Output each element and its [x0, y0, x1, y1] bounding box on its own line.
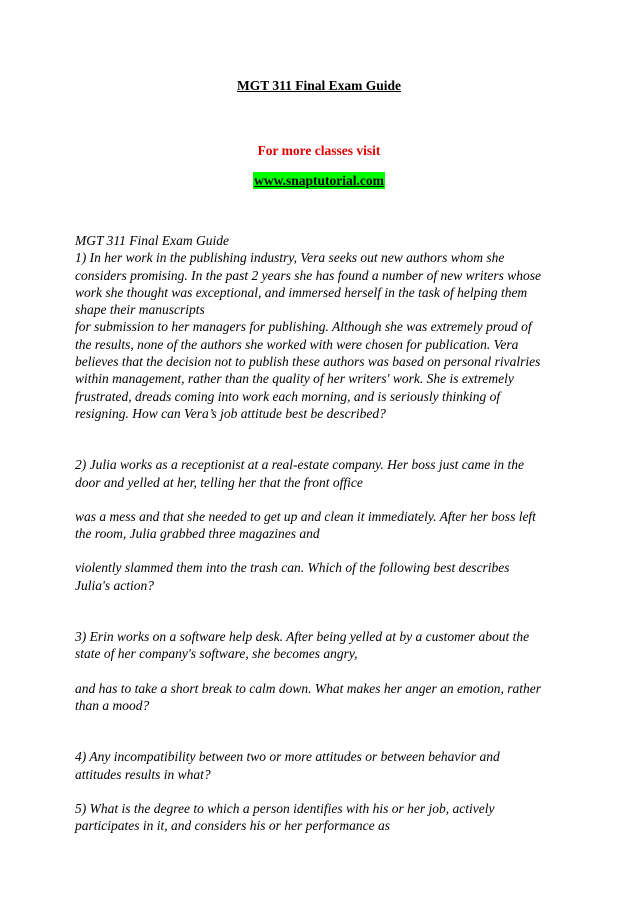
text-line: Julia's action? [75, 577, 155, 593]
spacer [75, 594, 565, 628]
spacer [75, 783, 565, 800]
document-title: MGT 311 Final Exam Guide [236, 78, 402, 93]
body-heading: MGT 311 Final Exam Guide [75, 233, 229, 248]
spacer [75, 422, 565, 456]
text-line: frustrated, dreads coming into work each morning, and is seriously thinking of [75, 388, 501, 404]
text-line: attitudes results in what? [75, 766, 211, 782]
promo-text: For more classes visit [257, 143, 381, 158]
text-line: 1) In her work in the publishing industry, Vera seeks out new authors whom she [75, 250, 505, 266]
question-5 [75, 800, 565, 835]
text-line: 2) Julia works as a receptionist at a real-estate company. Her boss just came in the [75, 457, 524, 473]
question-3 [75, 628, 565, 714]
text-line: work she thought was exceptional, and immersed herself in the task of helping them [75, 284, 528, 300]
spacer [75, 714, 565, 748]
question-4 [75, 748, 565, 783]
text-line: violently slammed them into the trash can. Which of the following best describes [75, 560, 510, 576]
text-line: for submission to her managers for publishing. Although she was extremely proud of [75, 319, 532, 335]
document-body [75, 232, 565, 834]
text-line: door and yelled at her, telling her that the front office [75, 474, 363, 490]
text-line: believes that the decision not to publish these authors was based on personal rivalries [75, 354, 541, 370]
question-2 [75, 456, 565, 594]
text-line: 3) Erin works on a software help desk. After being yelled at by a customer about the [75, 629, 530, 645]
spacer [75, 542, 565, 559]
text-line: and has to take a short break to calm down. What makes her anger an emotion, rather [75, 680, 541, 696]
text-line: the room, Julia grabbed three magazines and [75, 526, 320, 542]
text-line: 5) What is the degree to which a person identifies with his or her job, actively [75, 800, 495, 816]
text-line: within management, rather than the quality of her writers' work. She is extremely [75, 371, 514, 387]
spacer [75, 491, 565, 508]
text-line: shape their manuscripts [75, 302, 205, 318]
spacer [75, 663, 565, 680]
promo-link-container [0, 172, 638, 190]
question-1 [75, 249, 565, 422]
promo-link[interactable]: www.snaptutorial.com [254, 173, 384, 188]
text-line: considers promising. In the past 2 years she has found a number of new writers whose [75, 267, 541, 283]
text-line: resigning. How can Vera’s job attitude best be described? [75, 405, 386, 421]
text-line: participates in it, and considers his or her performance as [75, 818, 390, 834]
text-line: the results, none of the authors she worked with were chosen for publication. Vera [75, 336, 519, 352]
text-line: 4) Any incompatibility between two or more attitudes or between behavior and [75, 749, 500, 765]
text-line: than a mood? [75, 697, 150, 713]
text-line: state of her company's software, she becomes angry, [75, 646, 358, 662]
text-line: was a mess and that she needed to get up and clean it immediately. After her boss left [75, 508, 536, 524]
